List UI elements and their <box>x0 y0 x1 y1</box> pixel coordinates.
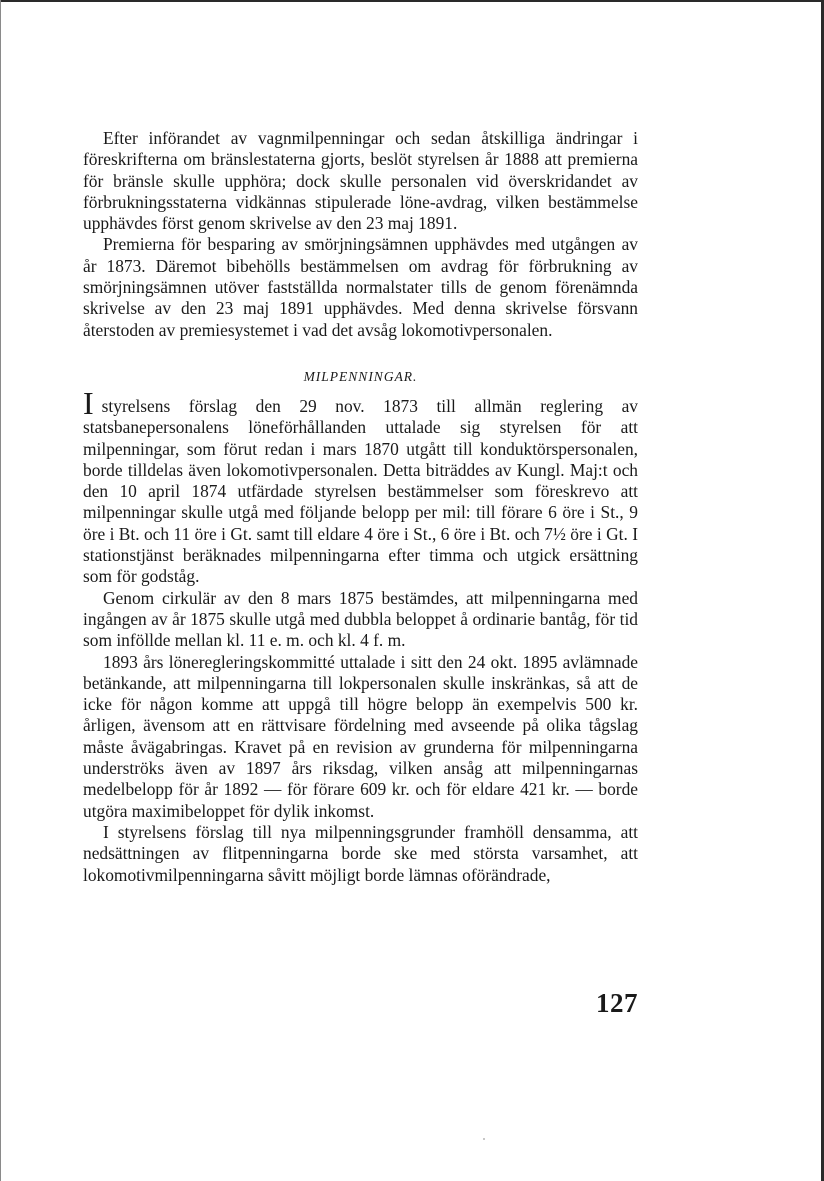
scan-speck <box>483 1138 485 1140</box>
paragraph-lead <box>83 384 638 588</box>
drop-cap: I <box>83 384 94 421</box>
paragraph-body-3: I styrelsens förslag till nya milpenningsgrunder framhöll densamma, att nedsättningen av flitpenningarna borde ske med största varsamhet, att lokomotivmilpenningarna såvitt möjligt borde lämnas oförändrade, <box>83 821 638 885</box>
paragraph-intro-2: Premierna för besparing av smörjningsämnen upphävdes med utgången av år 1873. Däremot bibehölls bestämmelsen om avdrag för förbrukning av smörjningsämnen utöver fastställda normalstater tills de genom förenämnda skrivelse av den 23 maj 1891 upphävdes. Med denna skrivelse försvann återstoden av premiesystemet i vad det avsåg lokomotivpersonalen. <box>83 234 638 340</box>
section-heading: MILPENNINGAR. <box>303 368 418 384</box>
paragraph-lead-text: styrelsens förslag den 29 nov. 1873 till allmän reglering av statsbanepersonalens löneförhållanden uttalade sig styrelsen för att milpenningar, som förut redan i mars 1870 utgått till konduktörspersonalen, borde tilldelas även lokomotivpersonalen. Detta biträddes av Kungl. Maj:t och den 10 april 1874 utfärdade styrelsen bestämmelser som föreskrevo att milpenningar skulle utgå med följande belopp per mil: till förare 6 öre i St., 9 öre i Bt. och 11 öre i Gt. samt till eldare 4 öre i St., 6 öre i Bt. och 7½ öre i Gt. I stationstjänst beräknades milpenningarna efter timma och utgick ersättning som för godståg. <box>83 395 638 587</box>
scan-top-edge <box>0 0 824 2</box>
page-number: 127 <box>596 988 638 1018</box>
paragraph-intro-1: Efter införandet av vagnmilpenningar och sedan åtskilliga ändringar i föreskrifterna om bränslestaterna gjorts, beslöt styrelsen år 1888 att premierna för bränsle skulle upphöra; dock skulle personalen vid överskridandet av förbrukningsstaterna vidkännas stipulerade löne-avdrag, vilken bestämmelse upphävdes först genom skrivelse av den 23 maj 1891. <box>83 128 638 234</box>
paragraph-body-2: 1893 års löneregleringskommitté uttalade i sitt den 24 okt. 1895 avlämnade betänkande, att milpenningarna till lokpersonalen skulle inskränkas, så att de icke för någon komme att uppgå till högre belopp än exempelvis 500 kr. årligen, ävensom att en rättvisare fördelning med avseende på olika tågslag måste åvägabringas. Kravet på en revision av grunderna för milpenningarna underströks även av 1897 års riksdag, vilken ansåg att milpenningarnas medelbelopp för år 1892 — för förare 609 kr. och för eldare 421 kr. — borde utgöra maximibeloppet för dylik inkomst. <box>83 651 638 821</box>
page-body <box>83 128 638 886</box>
paragraph-body-1: Genom cirkulär av den 8 mars 1875 bestämdes, att milpenningarna med ingången av år 1875 skulle utgå med dubbla beloppet å ordinarie bantåg, för tid som inföllde mellan kl. 11 e. m. och kl. 4 f. m. <box>83 587 638 651</box>
scan-left-edge <box>0 0 1 1181</box>
